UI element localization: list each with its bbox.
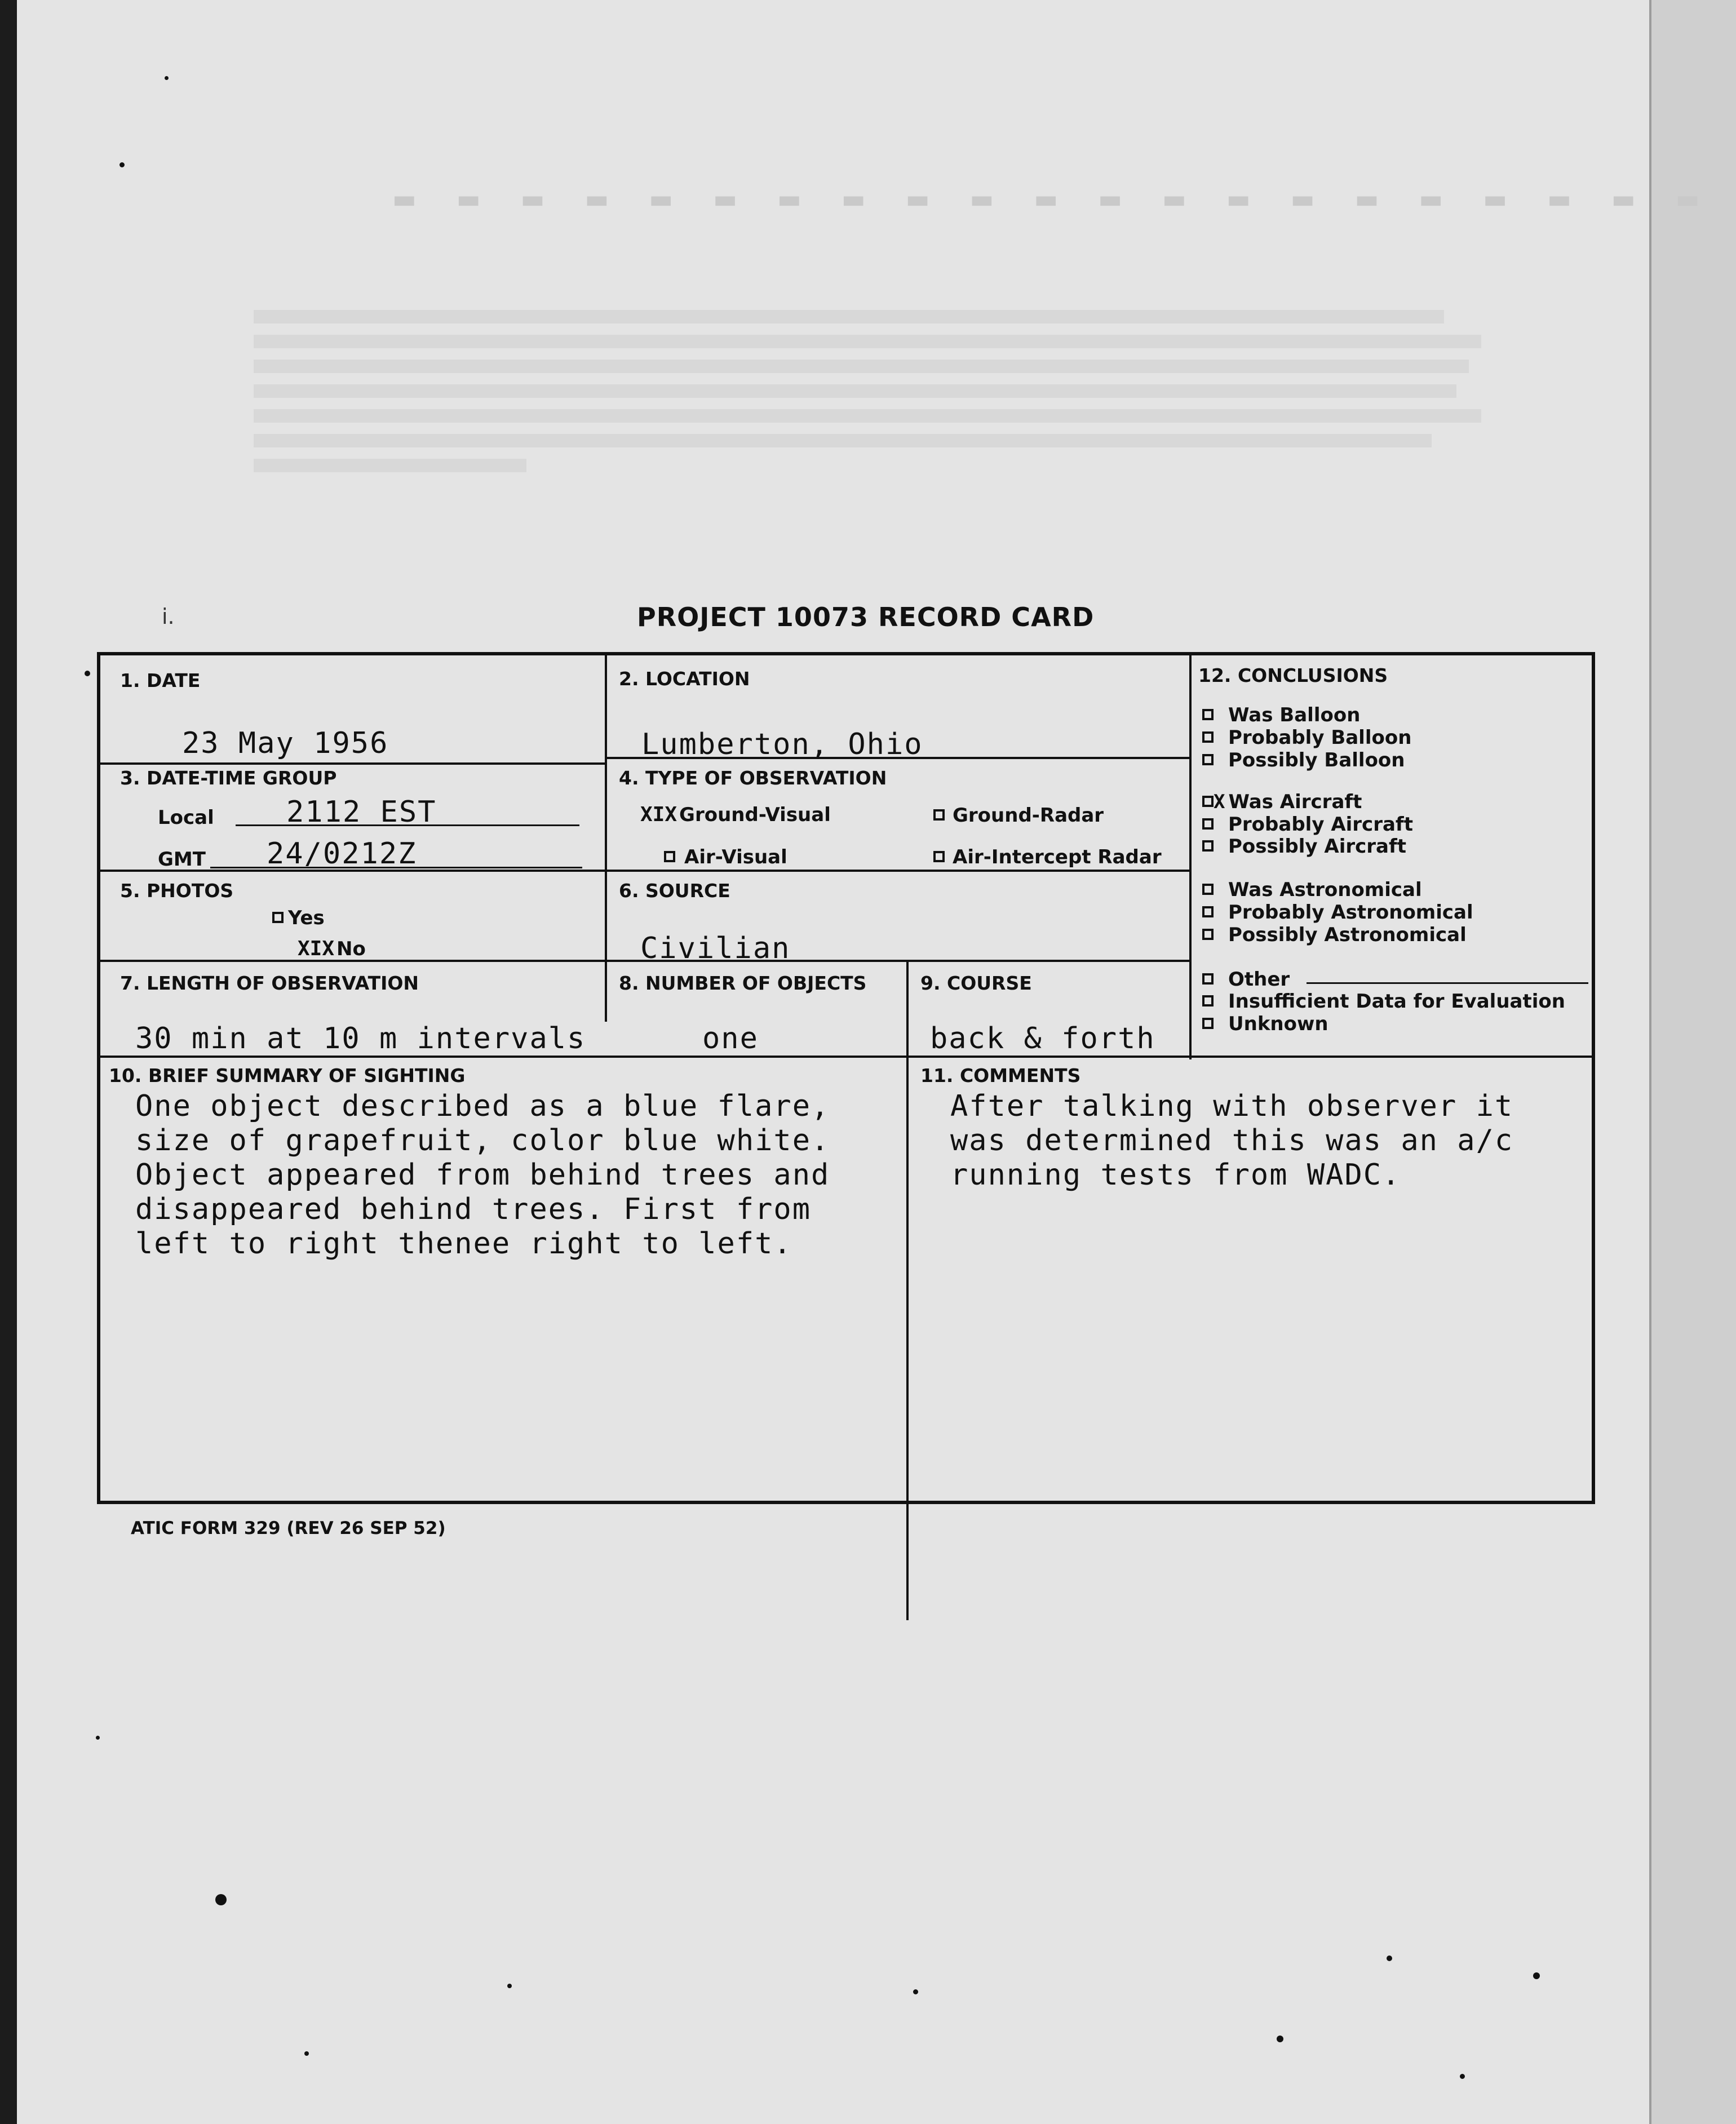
film-speck	[1460, 2074, 1465, 2079]
was-astronomical-text: Was Astronomical	[1228, 879, 1422, 901]
conclusion-other	[1202, 968, 1290, 991]
film-speck	[1533, 1972, 1540, 1979]
possibly-aircraft-text: Possibly Aircraft	[1228, 835, 1407, 858]
dtg-gmt-underline	[210, 867, 582, 868]
dtg-local-label: Local	[158, 806, 214, 829]
summary-line: One object described as a blue flare,	[135, 1089, 830, 1123]
photos-yes-text: Yes	[288, 907, 325, 929]
source-value: Civilian	[640, 932, 791, 965]
probably-astronomical-text: Probably Astronomical	[1228, 901, 1473, 924]
air-visual-text: Air-Visual	[684, 846, 787, 868]
summary-label: 10. BRIEF SUMMARY OF SIGHTING	[109, 1065, 466, 1087]
was-aircraft-mark: X	[1214, 791, 1225, 813]
divider-col-2	[1189, 655, 1192, 1059]
film-speck	[304, 2051, 309, 2056]
conclusion-possibly-aircraft	[1202, 835, 1406, 858]
source-label: 6. SOURCE	[619, 880, 730, 902]
card-title: PROJECT 10073 RECORD CARD	[637, 602, 1095, 632]
objects-label: 8. NUMBER OF OBJECTS	[619, 972, 867, 994]
ground-radar-text: Ground-Radar	[953, 804, 1104, 827]
air-intercept-radar-checkbox-icon	[933, 851, 945, 862]
photos-label: 5. PHOTOS	[120, 880, 234, 902]
film-speck	[165, 76, 169, 80]
form-number: ATIC FORM 329 (REV 26 SEP 52)	[131, 1518, 446, 1538]
was-aircraft-text: Was Aircraft	[1228, 791, 1362, 813]
film-speck	[1387, 1956, 1392, 1961]
conclusion-unknown	[1202, 1013, 1328, 1035]
ground-radar-checkbox-icon	[933, 809, 945, 821]
conclusion-probably-astronomical	[1202, 901, 1473, 924]
unknown-text: Unknown	[1228, 1013, 1328, 1035]
other-text: Other	[1228, 968, 1290, 991]
insufficient-checkbox-icon	[1202, 995, 1214, 1006]
was-balloon-checkbox-icon	[1202, 709, 1214, 720]
summary-line: Object appeared from behind trees and	[135, 1158, 830, 1192]
film-speck	[1277, 2036, 1283, 2042]
possibly-astronomical-text: Possibly Astronomical	[1228, 924, 1467, 946]
location-value: Lumberton, Ohio	[641, 728, 923, 761]
dtg-local-underline	[236, 824, 579, 826]
comments-text	[950, 1089, 1513, 1192]
comments-line: After talking with observer it	[950, 1089, 1514, 1123]
objects-value: one	[702, 1022, 759, 1056]
probably-astronomical-checkbox-icon	[1202, 906, 1214, 917]
was-aircraft-checkbox-icon	[1202, 796, 1214, 807]
conclusion-was-balloon	[1202, 704, 1360, 726]
film-border-right	[1649, 0, 1736, 2124]
option-air-visual	[664, 846, 787, 868]
divider-col-1	[605, 655, 607, 1022]
summary-line: disappeared behind trees. First from	[135, 1192, 812, 1226]
length-value: 30 min at 10 m intervals	[135, 1022, 586, 1056]
film-speck	[913, 1989, 918, 1994]
conclusion-possibly-astronomical	[1202, 924, 1467, 946]
length-label: 7. LENGTH OF OBSERVATION	[120, 972, 419, 994]
probably-balloon-text: Probably Balloon	[1228, 726, 1412, 749]
unknown-checkbox-icon	[1202, 1018, 1214, 1029]
course-label: 9. COURSE	[920, 972, 1032, 994]
date-value: 23 May 1956	[182, 726, 389, 760]
location-label: 2. LOCATION	[619, 668, 750, 690]
summary-line: size of grapefruit, color blue white.	[135, 1124, 830, 1158]
divider-row-4	[100, 1056, 1595, 1058]
divider-col-3	[906, 960, 909, 1620]
other-checkbox-icon	[1202, 973, 1214, 985]
probably-aircraft-checkbox-icon	[1202, 818, 1214, 830]
dtg-label: 3. DATE-TIME GROUP	[120, 767, 337, 789]
dtg-gmt-value: 24/0212Z	[267, 837, 417, 871]
conclusion-probably-aircraft	[1202, 813, 1413, 836]
bleed-through-text	[254, 299, 1494, 484]
comments-line: running tests from WADC.	[950, 1158, 1401, 1192]
possibly-astronomical-checkbox-icon	[1202, 929, 1214, 940]
option-ground-visual	[640, 803, 831, 826]
date-label: 1. DATE	[120, 669, 201, 691]
was-astronomical-checkbox-icon	[1202, 884, 1214, 895]
conclusions-label: 12. CONCLUSIONS	[1198, 664, 1388, 686]
ground-visual-mark: XIX	[640, 803, 677, 826]
other-underline	[1307, 982, 1588, 984]
photos-yes-option	[272, 907, 325, 929]
film-speck	[119, 162, 125, 167]
option-ground-radar	[933, 804, 1104, 827]
film-speck	[215, 1894, 227, 1905]
summary-line: left to right thenee right to left.	[135, 1227, 792, 1261]
possibly-balloon-text: Possibly Balloon	[1228, 749, 1405, 771]
photos-no-mark: XIX	[298, 937, 335, 960]
film-speck	[507, 1984, 512, 1988]
ground-visual-text: Ground-Visual	[679, 804, 831, 826]
photos-yes-checkbox-icon	[272, 912, 284, 923]
conclusion-possibly-balloon	[1202, 749, 1405, 771]
comments-label: 11. COMMENTS	[920, 1065, 1081, 1087]
film-speck	[85, 671, 90, 676]
was-balloon-text: Was Balloon	[1228, 704, 1361, 726]
conclusion-was-astronomical	[1202, 879, 1422, 901]
divider-row-2	[100, 870, 1189, 872]
possibly-aircraft-checkbox-icon	[1202, 840, 1214, 852]
dtg-gmt-label: GMT	[158, 848, 206, 871]
air-visual-checkbox-icon	[664, 851, 675, 862]
insufficient-text: Insufficient Data for Evaluation	[1228, 990, 1565, 1013]
photos-no-option	[298, 937, 366, 960]
dtg-local-value: 2112 EST	[286, 795, 437, 829]
divider-row-1b	[100, 762, 605, 765]
conclusion-probably-balloon	[1202, 726, 1411, 749]
summary-text	[135, 1089, 830, 1261]
comments-line: was determined this was an a/c	[950, 1124, 1514, 1158]
option-air-intercept-radar	[933, 846, 1162, 868]
air-intercept-radar-text: Air-Intercept Radar	[953, 846, 1162, 868]
record-card	[97, 652, 1595, 1504]
photos-no-text: No	[336, 938, 366, 960]
observation-type-label: 4. TYPE OF OBSERVATION	[619, 767, 887, 789]
film-speck	[96, 1736, 100, 1740]
conclusion-was-aircraft	[1202, 791, 1362, 813]
probably-aircraft-text: Probably Aircraft	[1228, 813, 1413, 836]
course-value: back & forth	[930, 1022, 1155, 1056]
probably-balloon-checkbox-icon	[1202, 731, 1214, 743]
bleed-through-heading: ▬ ▬ ▬ ▬ ▬ ▬ ▬ ▬ ▬ ▬ ▬ ▬ ▬ ▬ ▬ ▬ ▬ ▬ ▬ ▬ ▬	[395, 179, 1710, 218]
card-marker: i.	[162, 604, 175, 629]
possibly-balloon-checkbox-icon	[1202, 754, 1214, 765]
conclusion-insufficient	[1202, 990, 1565, 1013]
